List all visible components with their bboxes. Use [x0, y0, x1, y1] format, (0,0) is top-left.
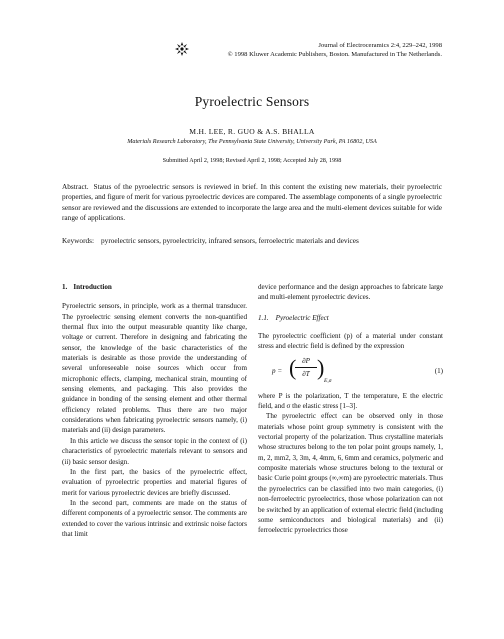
- equation-subscript: E,σ: [324, 377, 332, 384]
- journal-header: [152, 41, 442, 59]
- partial-derivative-fraction: [295, 356, 317, 379]
- left-paren: (: [289, 354, 297, 380]
- left-column: [62, 282, 247, 539]
- keywords-text: pyroelectric sensors, pyroelectricity, infrared sensors, ferroelectric materials and devices: [101, 236, 359, 245]
- abstract: [62, 182, 442, 223]
- right-column: [258, 282, 443, 536]
- paragraph: In this article we discuss the sensor topic in the context of (i) characteristics of pyroelectric materials relevant to sensors and (ii) basic sensor design.: [62, 436, 247, 466]
- paragraph: The pyroelectric coefficient (p) of a material under constant stress and electric field is defined by the expression: [258, 332, 443, 351]
- paper-title: Pyroelectric Sensors: [194, 94, 310, 109]
- abstract-label: Abstract.: [62, 182, 89, 191]
- paragraph: In the second part, comments are made on the status of different components of a pyroelectric sensor. The comments are extended to cover the various intrinsic and extrinsic noise factors that limit: [62, 498, 247, 538]
- subsection-heading-pyroelectric-effect: [258, 313, 443, 323]
- paragraph-continued: device performance and the design approaches to fabricate large and multi-element pyroelectric devices.: [258, 283, 443, 302]
- submission-dates: Submitted April 2, 1998; Revised April 2, 1998; Accepted July 28, 1998: [162, 157, 342, 164]
- paragraph: Pyroelectric sensors, in principle, work as a thermal transducer. The pyroelectric sensing element converts the non-quantified thermal flux into the output measurable quantity like charge, voltage or current. Therefore in designing and fabricating the sensor, the knowledge of the basic characteristics of the materials is desirable as those provide the understanding of several unforeseeable noise sources which occur from microphonic effects, clamping, mechanical strain, mounting of sensing elements, and packaging. This also provides the guidance in bonding of the sensing element and other thermal efficiency related problems. Thus there are two major considerations when fabricating pyroelectric sensors namely, (i) materials and (ii) design parameters.: [62, 302, 247, 435]
- equation-lhs: p =: [272, 366, 283, 375]
- keywords-label: Keywords:: [62, 236, 95, 245]
- abstract-text: Status of the pyroelectric sensors is reviewed in brief. In this content the existing new materials, their pyroelectric properties, and figure of merit for various pyroelectric devices are compared. The assemblage components of a single pyroelectric sensor are reviewed and the discussions are extended to incorporate the large area and the multi-element devices suitable for wide range of applications.: [62, 182, 442, 222]
- keywords: [62, 236, 442, 246]
- section-number: 1.: [62, 283, 68, 291]
- subsection-title: Pyroelectric Effect: [275, 313, 329, 322]
- journal-citation: Journal of Electroceramics 2:4, 229–242, 1998: [318, 42, 442, 49]
- right-paren: ): [317, 354, 325, 380]
- section-heading-introduction: [62, 282, 247, 292]
- fraction-numerator: ∂P: [302, 356, 310, 365]
- author-affiliation: Materials Research Laboratory, The Pennsylvania State University, University Park, PA 16802, USA: [127, 138, 377, 145]
- equation-1: [258, 354, 443, 388]
- paper-authors: M.H. LEE, R. GUO & A.S. BHALLA: [189, 127, 315, 136]
- fraction-bar: [295, 367, 317, 368]
- copyright-notice: © 1998 Kluwer Academic Publishers, Boston. Manufactured in The Netherlands.: [227, 51, 442, 58]
- section-title: Introduction: [73, 283, 112, 291]
- fraction-denominator: ∂T: [302, 369, 310, 378]
- paragraph: In the first part, the basics of the pyroelectric effect, evaluation of pyroelectric properties and material figures of merit for various pyroelectric devices are briefly discussed.: [62, 467, 247, 497]
- paragraph: where P is the polarization, T the temperature, E the electric field, and σ the elastic stress [1–3].: [258, 391, 443, 411]
- subsection-number: 1.1.: [258, 313, 269, 322]
- paragraph: The pyroelectric effect can be observed only in those materials whose point group symmetry is consistent with the vectorial property of the polarization. Thus crystalline materials whose structures belong to the ten polar point groups namely, 1, m, 2, mm2, 3, 3m, 4, 4mm, 6, 6mm and ceramics, polymeric and composite materials whose structures belong to the textural or basic Curie point groups (∞,∞m) are pyroelectric materials. Thus the pyroelectrics can be classified into two main categories, (i) non-ferroelectric pyroelectrics, those whose polarization can not be switched by an application of external electric field (including some semiconductors and biological materials) and (ii) ferroelectric pyroelectrics those: [258, 412, 443, 535]
- equation-number: (1): [434, 366, 443, 375]
